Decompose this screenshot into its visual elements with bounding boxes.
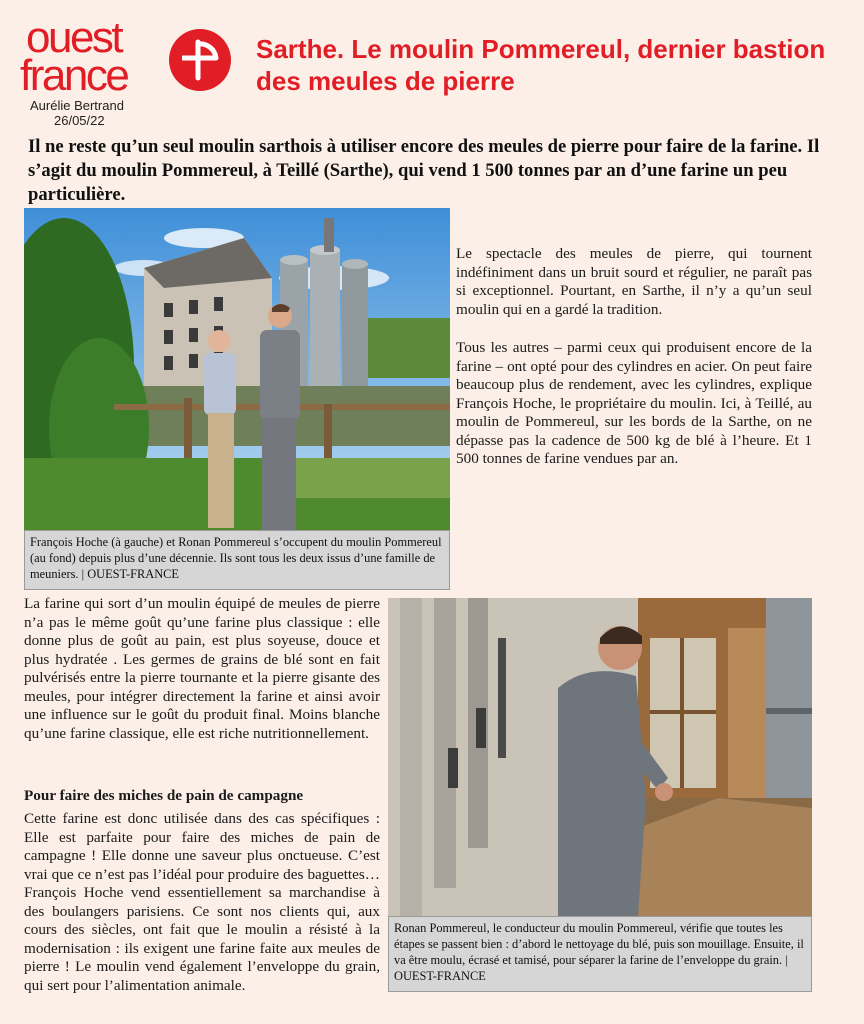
section-subheading: Pour faire des miches de pain de campagne [24,787,304,804]
article-headline: Sarthe. Le moulin Pommereul, dernier bastion des meules de pierre [256,34,826,96]
ouest-france-logo[interactable] [20,13,240,100]
body-paragraph: La farine qui sort d’un moulin équipé de meules de pierre n’a pas le même goût qu’une farine plus classique : elle donne plus de goût au pain, est plus soyeuse, douce et plus hydratée . Les germes de grains de blé sont en fait pulvérisés entre la pierre tournante et la pierre gisante des meules, pour intégrer directement la farine et ainsi avoir une influence sur le goût du produit final. Moins blanche qu’une farine classique, elle est riche nutritionnellement. [24,595,380,742]
publish-date: 26/05/22 [54,113,105,128]
article-lede: Il ne reste qu’un seul moulin sarthois à utiliser encore des meules de pierre pour faire de la farine. Il s’agit du moulin Pommereul, à Teillé (Sarthe), qui vend 1 500 tonnes par an d’une farine un peu particulière. [28,136,820,205]
body-paragraph: Tous les autres – parmi ceux qui produisent encore de la farine – ont opté pour des cylindres en acier. On peut faire beaucoup plus de rendement, avec les cylindres, explique François Hoche, le propriétaire du moulin. Ici, à Teillé, au moulin de Pommereul, sur les bords de la Sarthe, on ne dépasse pas la cadence de 500 kg de blé à l’heure. Et 1 500 tonnes de farine vendues par an. [456,339,812,467]
author-name: Aurélie Bertrand [30,98,124,113]
photo-caption: Ronan Pommereul, le conducteur du moulin Pommereul, vérifie que toutes les étapes se passent bien : d’abord le nettoyage du blé, puis son mouillage. Ensuite, il va être moulu, écrasé et tamisé, pour séparer la farine de l’enveloppe du grain. | OUEST-FRANCE [388,916,812,992]
photo-caption: François Hoche (à gauche) et Ronan Pommereul s’occupent du moulin Pommereul (au fond) depuis plus d’une décennie. Ils sont tous les deux issus d’une famille de meuniers. | OUEST-FRANCE [24,530,450,590]
logo-word-ouest: ouest [26,13,122,62]
body-paragraph: Le spectacle des meules de pierre, qui tournent indéfiniment dans un bruit sourd et régulier, ne paraît pas si exceptionnel. Pourtant, en Sarthe, il n’y a qu’un seul moulin qui en a gardé la tradition. [456,245,812,318]
body-paragraph: Cette farine est donc utilisée dans des cas spécifiques : Elle est parfaite pour faire des miches de pain de campagne ! Elle donne une saveur plus onctueuse. C’est vrai que ce n’est pas l’idéal pour produire des baguettes… François Hoche vend essentiellement sa marchandise à des boulangers parisiens. Ce sont nos clients qui, aux cours des siècles, ont fait que le moulin a résisté à la modernisation : ils exigent une farine faite aux meules de pierre ! Le moulin vend également l’enveloppe du grain, qui sert pour l’alimentation animale. [24,810,380,994]
mill-exterior-photo [24,208,450,530]
logo-word-france: france [20,51,128,100]
miller-interior-photo [388,598,812,916]
logo-circle-icon [168,28,232,92]
